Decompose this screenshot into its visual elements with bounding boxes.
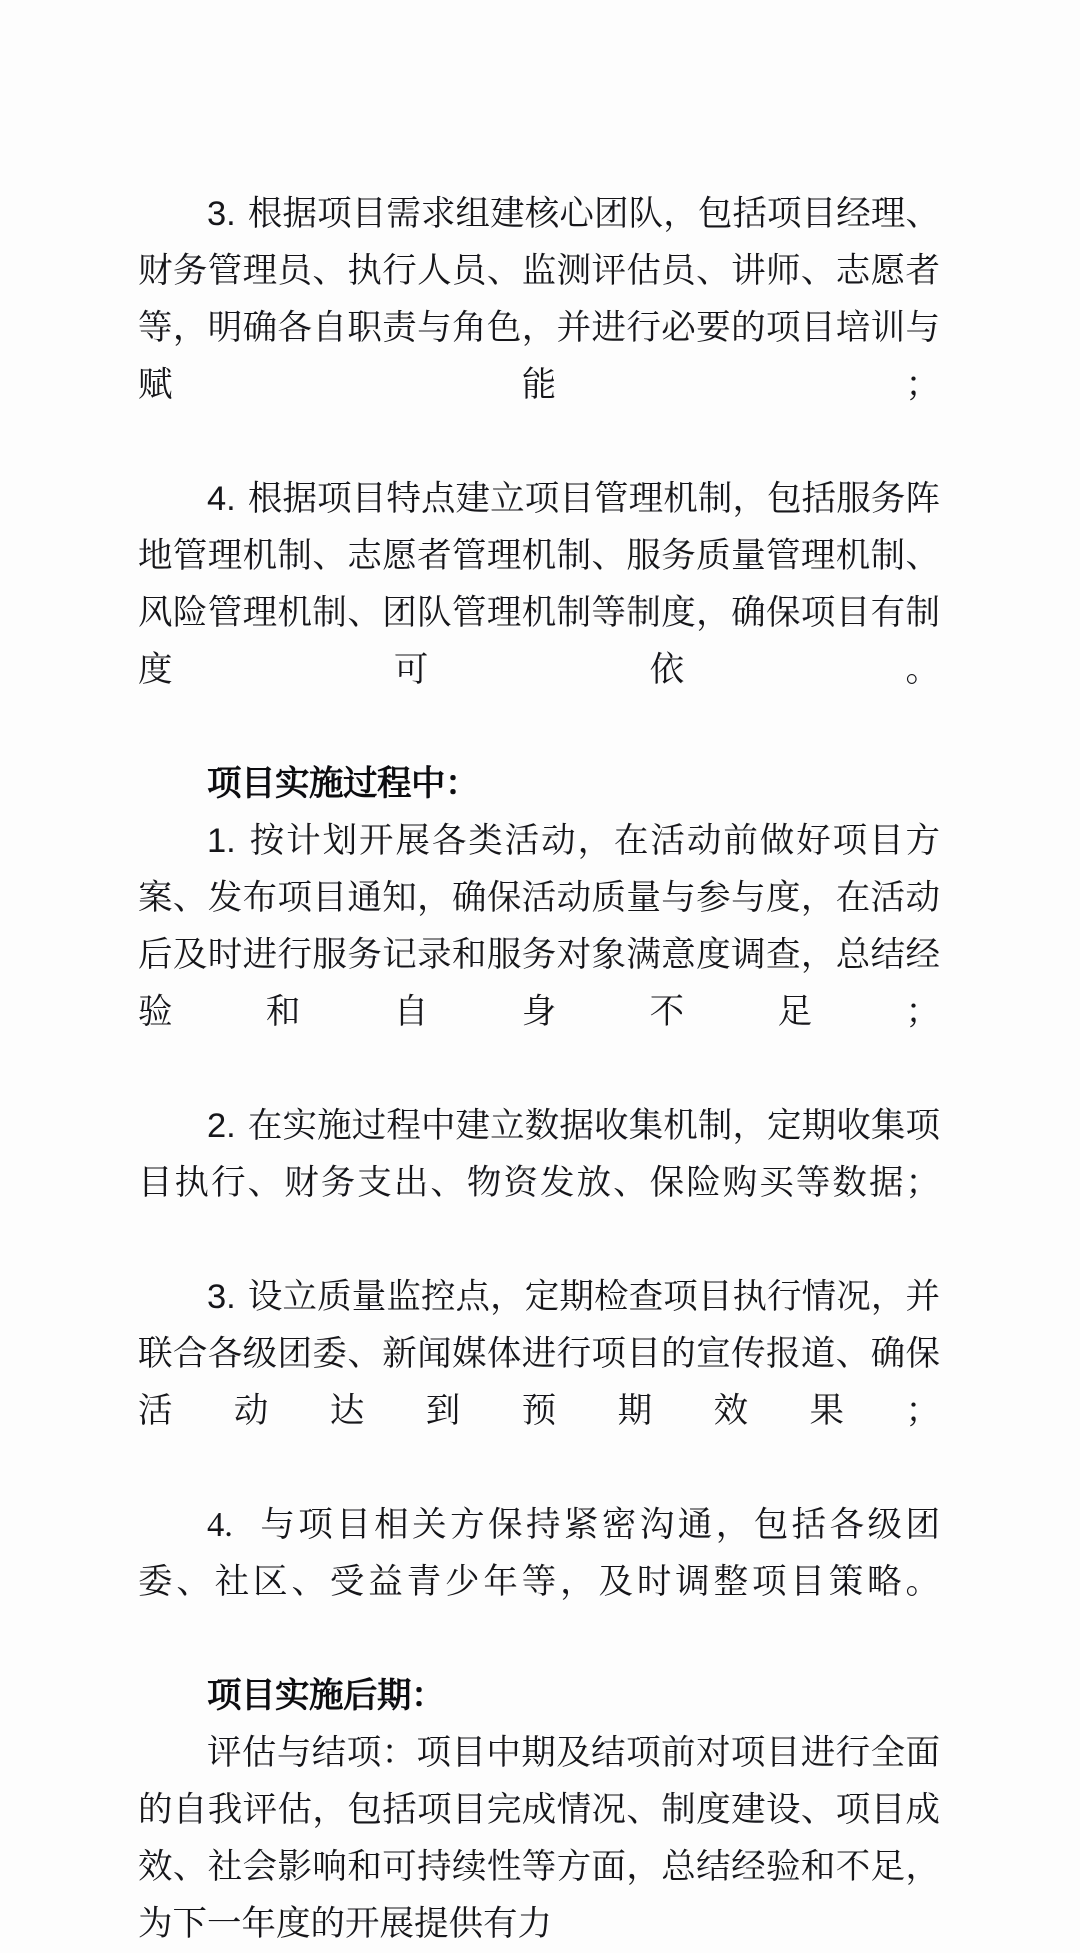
numbered-paragraph-item-4 bbox=[138, 471, 940, 756]
section-heading-after-implementation: 项目实施后期： bbox=[207, 1677, 445, 1715]
list-marker: 3. bbox=[207, 195, 236, 233]
document-body bbox=[138, 186, 940, 1953]
section-heading-during-implementation: 项目实施过程中： bbox=[207, 765, 479, 803]
paragraph-text: 按计划开展各类活动，在活动前做好项目方案、发布项目通知，确保活动质量与参与度，在活动后及时进行服务记录和服务对象满意度调查，总结经验和自身不足； bbox=[138, 822, 940, 1031]
list-marker: 4. bbox=[207, 480, 236, 518]
numbered-paragraph-item-3 bbox=[138, 186, 940, 471]
numbered-paragraph-during-4 bbox=[138, 1497, 940, 1668]
paragraph-text: 设立质量监控点，定期检查项目执行情况，并联合各级团委、新闻媒体进行项目的宣传报道、确保活动达到预期效果； bbox=[138, 1278, 940, 1430]
list-marker: 4. bbox=[207, 1506, 233, 1544]
paragraph-evaluation-and-closure: 评估与结项：项目中期及结项前对项目进行全面的自我评估，包括项目完成情况、制度建设、项目成效、社会影响和可持续性等方面，总结经验和不足，为下一年度的开展提供有力 bbox=[138, 1734, 940, 1943]
list-marker: 2. bbox=[207, 1107, 236, 1145]
list-marker: 1. bbox=[207, 822, 236, 860]
paragraph-text: 在实施过程中建立数据收集机制，定期收集项目执行、财务支出、物资发放、保险购买等数据； bbox=[138, 1107, 940, 1202]
paragraph-text: 与项目相关方保持紧密沟通，包括各级团委、社区、受益青少年等，及时调整项目策略。 bbox=[138, 1506, 940, 1601]
numbered-paragraph-during-3 bbox=[138, 1269, 940, 1497]
paragraph-text: 根据项目需求组建核心团队，包括项目经理、财务管理员、执行人员、监测评估员、讲师、志愿者等，明确各自职责与角色，并进行必要的项目培训与赋能； bbox=[138, 195, 940, 404]
numbered-paragraph-during-1 bbox=[138, 813, 940, 1098]
paragraph-text: 根据项目特点建立项目管理机制，包括服务阵地管理机制、志愿者管理机制、服务质量管理机制、风险管理机制、团队管理机制等制度，确保项目有制度可依。 bbox=[138, 480, 940, 689]
numbered-paragraph-during-2 bbox=[138, 1098, 940, 1269]
list-marker: 3. bbox=[207, 1278, 236, 1316]
